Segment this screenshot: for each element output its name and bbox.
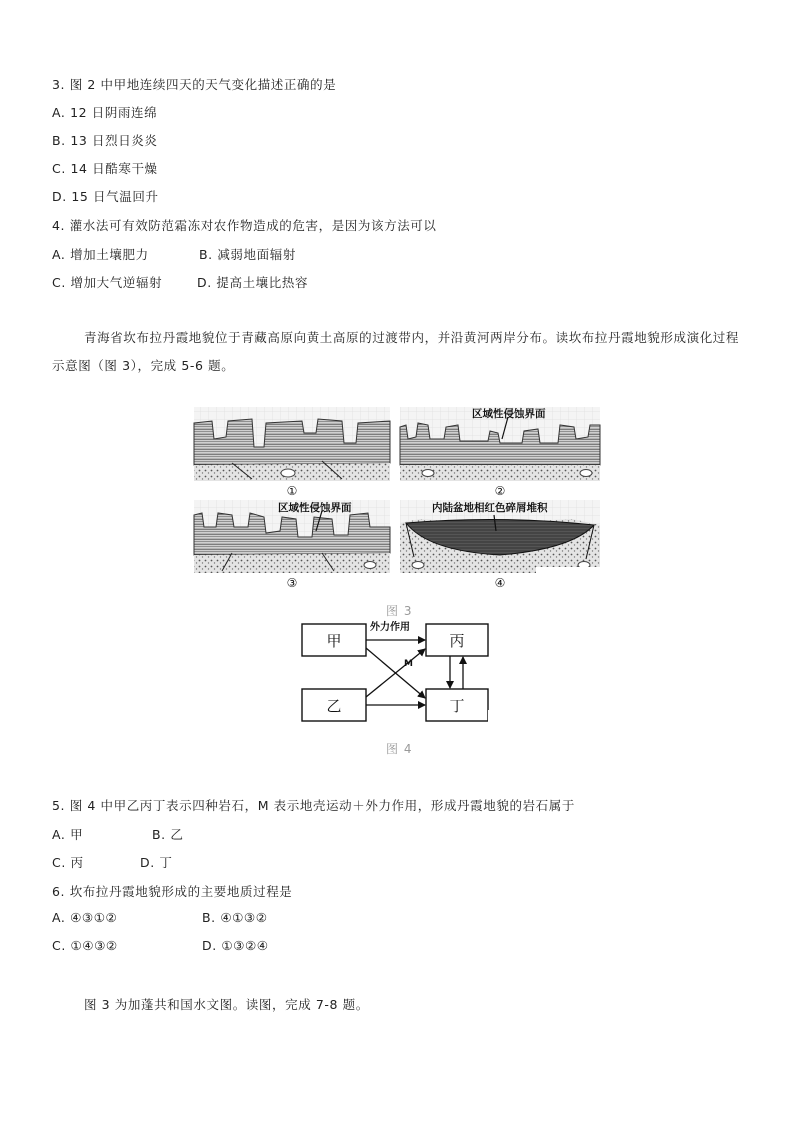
q6-option-b: B. ④①③② [202, 910, 268, 925]
q4-options-row-1 [52, 245, 296, 263]
q5-option-c: C. 丙 [52, 855, 84, 870]
figure-4-label-m: M [404, 659, 413, 669]
q4-option-d: D. 提高土壤比热容 [197, 275, 309, 290]
q4-options-row-2 [52, 273, 308, 291]
figure-3-label-3: ③ [286, 576, 298, 590]
intro-7-8: 图 3 为加蓬共和国水文图。读图，完成 7-8 题。 [84, 997, 369, 1012]
q3-option-c: C. 14 日酷寒干燥 [52, 161, 158, 176]
figure-3-annotation-3: 内陆盆地相红色碎屑堆积 [432, 502, 548, 514]
q6-options-row-1 [52, 910, 268, 925]
figure-3-annotation-1: 区域性侵蚀界面 [472, 408, 546, 420]
q4-option-a: A. 增加土壤肥力 [52, 247, 149, 262]
q5-stem: 5. 图 4 中甲乙丙丁表示四种岩石，M 表示地壳运动＋外力作用，形成丹霞地貌的岩石属于 [52, 798, 575, 813]
q5-options-row-1 [52, 825, 183, 843]
figure-4-label-jia: 甲 [326, 632, 342, 650]
q4-option-b: B. 减弱地面辐射 [199, 247, 296, 262]
figure-4-label-bing: 丙 [449, 632, 465, 650]
figure-3-label-2: ② [494, 484, 506, 498]
figure-4-label-yi: 乙 [326, 697, 342, 715]
q3-option-a: A. 12 日阴雨连绵 [52, 105, 158, 120]
figure-3-diagram [192, 403, 602, 591]
figure-4-caption: 图 4 [386, 742, 413, 756]
figure-4-label-external-force: 外力作用 [370, 622, 410, 633]
q6-option-d: D. ①③②④ [202, 938, 269, 953]
figure-3-panel-1 [194, 407, 390, 481]
q5-option-a: A. 甲 [52, 827, 84, 842]
q3-option-d: D. 15 日气温回升 [52, 189, 159, 204]
figure-3-label-1: ① [286, 484, 298, 498]
q5-option-d: D. 丁 [140, 855, 173, 870]
q4-option-c: C. 增加大气逆辐射 [52, 275, 163, 290]
q4-stem: 4. 灌水法可有效防范霜冻对农作物造成的危害，是因为该方法可以 [52, 218, 437, 233]
q6-option-a: A. ④③①② [52, 910, 118, 925]
q3-option-b: B. 13 日烈日炎炎 [52, 133, 158, 148]
figure-3-annotation-2: 区域性侵蚀界面 [278, 502, 352, 514]
q6-option-c: C. ①④③② [52, 938, 118, 953]
q5-option-b: B. 乙 [152, 827, 184, 842]
q6-options-row-2 [52, 938, 269, 953]
q5-options-row-2 [52, 853, 172, 871]
intro-5-6: 青海省坎布拉丹霞地貌位于青藏高原向黄土高原的过渡带内，并沿黄河两岸分布。读坎布拉丹霞地貌形成演化过程示意图（图 3），完成 5-6 题。 [52, 330, 740, 373]
q6-stem: 6. 坎布拉丹霞地貌形成的主要地质过程是 [52, 884, 293, 899]
figure-3-caption: 图 3 [386, 604, 413, 618]
q3-stem: 3. 图 2 中甲地连续四天的天气变化描述正确的是 [52, 77, 337, 92]
figure-4-diagram [300, 618, 492, 726]
figure-3-label-4: ④ [494, 576, 506, 590]
figure-4-label-ding: 丁 [449, 697, 465, 715]
